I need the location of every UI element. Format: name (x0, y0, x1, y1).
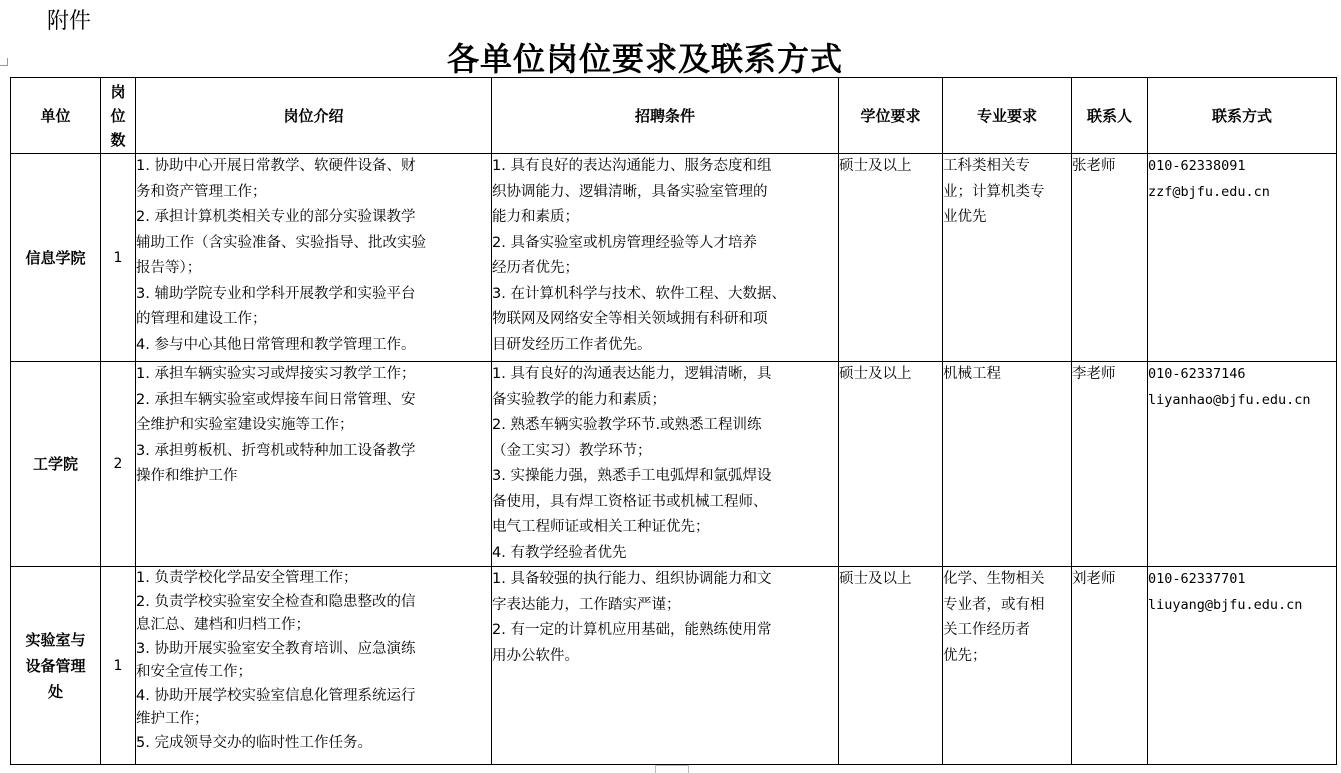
major-line: 关工作经历者 (943, 622, 1030, 638)
intro-line: 1. 负责学校化学品安全管理工作； (136, 570, 358, 586)
intro-line: 3. 承担剪板机、折弯机或特种加工设备教学 (136, 442, 416, 459)
header-row (11, 78, 1337, 154)
email-address: liuyang@bjfu.edu.cn (1148, 596, 1303, 613)
major-line: 化学、生物相关 (943, 571, 1045, 587)
major-line: 机械工程 (943, 366, 1001, 382)
condition-line: 备实验教学的能力和素质； (492, 391, 666, 408)
header-count-line: 岗 (110, 82, 126, 101)
condition-line: 字表达能力，工作踏实严谨； (492, 596, 681, 613)
major-line: 专业者，或有相 (943, 596, 1045, 613)
condition-line: 4. 有教学经验者优先 (492, 544, 627, 561)
contact-cell: 张老师 (1072, 154, 1148, 362)
header-count-line: 数 (110, 130, 126, 149)
intro-line: 息汇总、建档和归档工作； (136, 617, 310, 633)
intro-cell (136, 154, 492, 362)
intro-line: 5. 完成领导交办的临时性工作任务。 (136, 734, 372, 751)
contact-info-cell (1148, 154, 1337, 362)
contact-cell: 李老师 (1072, 362, 1148, 567)
major-cell (943, 567, 1072, 765)
intro-line: 的管理和建设工作； (136, 311, 267, 327)
phone-number: 010-62338091 (1148, 158, 1246, 174)
intro-line: 1. 协助中心开展日常教学、软硬件设备、财 (136, 158, 416, 174)
header-conditions: 招聘条件 (492, 78, 839, 154)
contact-info-cell (1148, 567, 1337, 765)
header-count-line: 位 (110, 106, 126, 125)
contact-info-cell (1148, 362, 1337, 567)
attachment-label: 附件 (47, 9, 92, 34)
count-cell: 1 (101, 567, 136, 765)
condition-line: 2. 有一定的计算机应用基础，能熟练使用常 (492, 622, 772, 638)
condition-line: 经历者优先； (492, 260, 579, 276)
intro-line: 3. 协助开展实验室安全教育培训、应急演练 (136, 640, 416, 657)
table-row (11, 362, 1337, 567)
phone-number: 010-62337701 (1148, 571, 1246, 587)
header-degree: 学位要求 (839, 78, 943, 154)
unit-line: 处 (47, 682, 63, 701)
intro-line: 2. 承担计算机类相关专业的部分实验课教学 (136, 209, 416, 225)
email-address: liyanhao@bjfu.edu.cn (1148, 391, 1311, 408)
condition-line: 备使用，具有焊工资格证书或机械工程师、 (492, 493, 768, 510)
conditions-cell (492, 362, 839, 567)
intro-line: 4. 协助开展学校实验室信息化管理系统运行 (136, 687, 416, 704)
recruitment-table (10, 77, 1337, 765)
intro-line: 维护工作； (136, 711, 209, 727)
header-contact-info: 联系方式 (1148, 78, 1337, 154)
condition-line: 目研发经历工作者优先。 (492, 336, 652, 353)
document-title: 各单位岗位要求及联系方式 (446, 40, 843, 78)
header-count (101, 78, 136, 154)
intro-cell (136, 567, 492, 765)
contact-cell: 刘老师 (1072, 567, 1148, 765)
condition-line: 3. 在计算机科学与技术、软件工程、大数据、 (492, 285, 786, 302)
intro-line: 操作和维护工作 (136, 468, 238, 484)
intro-line: 4. 参与中心其他日常管理和教学管理工作。 (136, 336, 416, 353)
degree-cell: 硕士及以上 (839, 567, 943, 765)
header-unit: 单位 (11, 78, 101, 154)
condition-line: 能力和素质； (492, 209, 579, 225)
intro-line: 1. 承担车辆实验实习或焊接实习教学工作； (136, 366, 416, 382)
intro-line: 3. 辅助学院专业和学科开展教学和实验平台 (136, 285, 416, 302)
table-row (11, 567, 1337, 765)
condition-line: （金工实习）教学环节； (492, 442, 652, 459)
count-cell: 2 (101, 362, 136, 567)
degree-cell: 硕士及以上 (839, 362, 943, 567)
count-cell: 1 (101, 154, 136, 362)
condition-line: 1. 具备较强的执行能力、组织协调能力和文 (492, 571, 772, 587)
intro-line: 辅助工作（含实验准备、实验指导、批改实验 (136, 234, 426, 251)
major-line: 优先； (943, 647, 987, 664)
page-corner-mark (0, 58, 8, 66)
conditions-cell (492, 154, 839, 362)
unit-line: 工学院 (32, 455, 78, 473)
intro-line: 2. 负责学校实验室安全检查和隐患整改的信 (136, 593, 416, 610)
condition-line: 3. 实操能力强，熟悉手工电弧焊和氩弧焊设 (492, 468, 772, 484)
major-line: 业；计算机类专 (943, 183, 1045, 200)
condition-line: 用办公软件。 (492, 647, 579, 664)
intro-line: 务和资产管理工作； (136, 183, 267, 200)
header-contact: 联系人 (1072, 78, 1148, 154)
condition-line: 2. 熟悉车辆实验教学环节.或熟悉工程训练 (492, 417, 762, 433)
unit-cell (11, 154, 101, 362)
unit-cell (11, 362, 101, 567)
intro-line: 和安全宣传工作； (136, 664, 252, 680)
header-major: 专业要求 (943, 78, 1072, 154)
conditions-cell (492, 567, 839, 765)
unit-cell (11, 567, 101, 765)
condition-line: 物联网及网络安全等相关领域拥有科研和项 (492, 311, 768, 327)
unit-line: 实验室与 (25, 630, 86, 649)
header-intro: 岗位介绍 (136, 78, 492, 154)
phone-number: 010-62337146 (1148, 366, 1246, 382)
unit-line: 信息学院 (25, 248, 86, 267)
condition-line: 1. 具有良好的沟通表达能力，逻辑清晰，具 (492, 366, 772, 382)
condition-line: 电气工程师证或相关工种证优先； (492, 519, 710, 535)
condition-line: 织协调能力、逻辑清晰，具备实验室管理的 (492, 183, 768, 200)
major-line: 工科类相关专 (943, 158, 1030, 174)
intro-line: 报告等）； (136, 260, 202, 276)
condition-line: 2. 具备实验室或机房管理经验等人才培养 (492, 234, 757, 251)
intro-line: 2. 承担车辆实验室或焊接车间日常管理、安 (136, 391, 416, 408)
degree-cell: 硕士及以上 (839, 154, 943, 362)
intro-cell (136, 362, 492, 567)
intro-line: 全维护和实验室建设实施等工作； (136, 417, 354, 433)
table-row (11, 154, 1337, 362)
email-address: zzf@bjfu.edu.cn (1148, 183, 1270, 200)
major-line: 业优先 (943, 209, 987, 225)
unit-line: 设备管理 (25, 656, 86, 675)
major-cell (943, 154, 1072, 362)
major-cell (943, 362, 1072, 567)
condition-line: 1. 具有良好的表达沟通能力、服务态度和组 (492, 158, 772, 174)
